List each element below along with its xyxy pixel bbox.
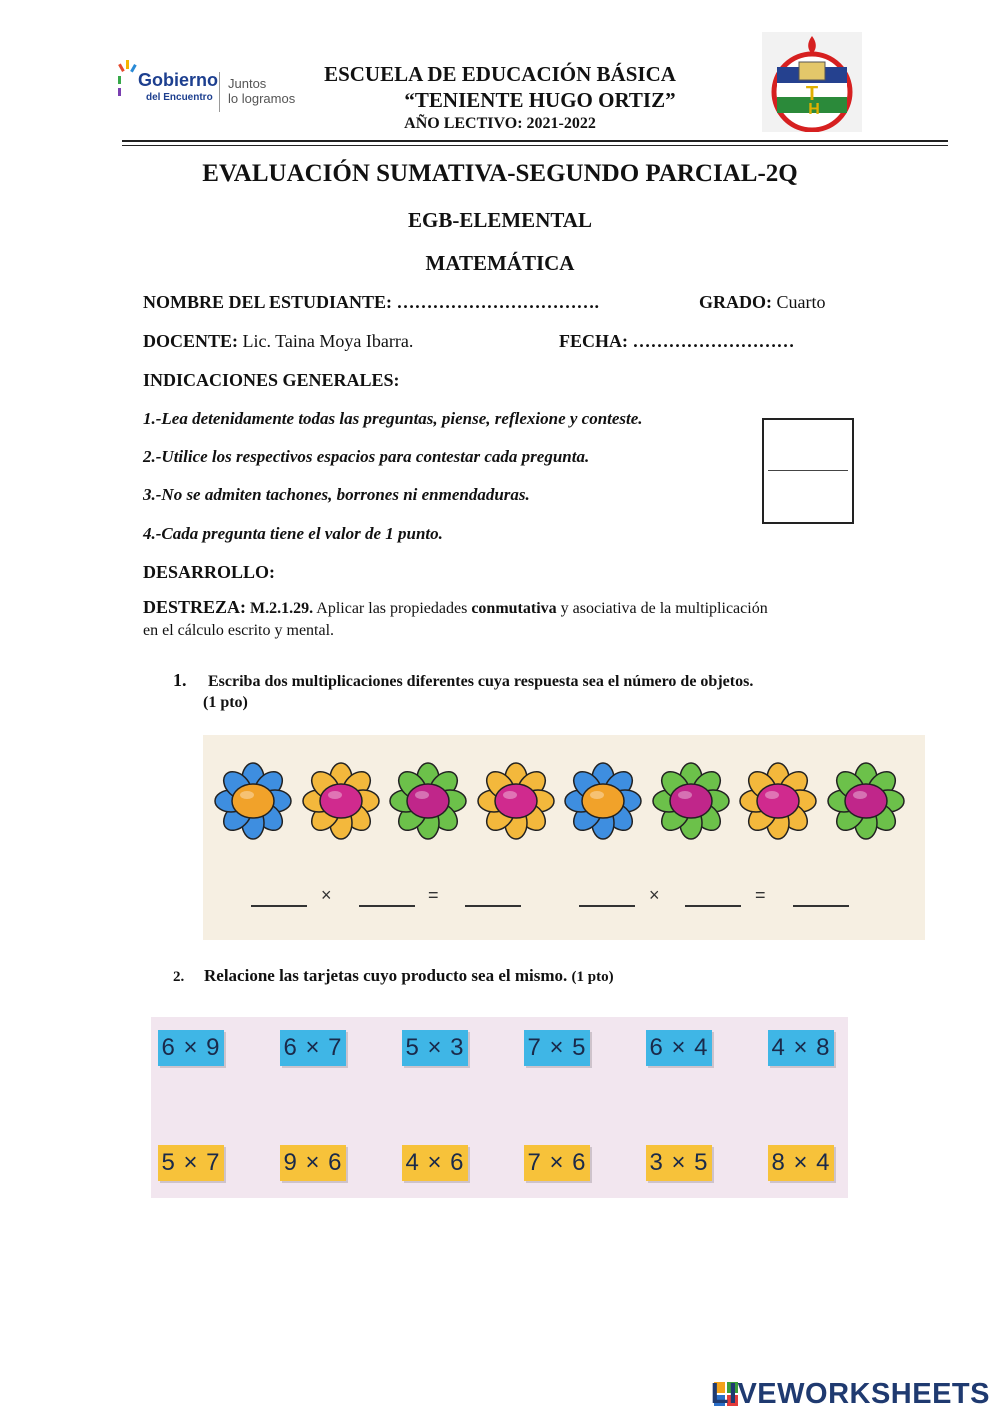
instructions-heading: INDICACIONES GENERALES:: [143, 370, 400, 390]
top-card[interactable]: 5 × 3: [402, 1030, 468, 1066]
gov-brand: Gobierno: [138, 70, 218, 90]
top-card[interactable]: 6 × 9: [158, 1030, 224, 1066]
teacher-label: DOCENTE:: [143, 331, 239, 351]
answer-blank[interactable]: [359, 905, 415, 907]
question-1-number: 1.: [173, 670, 187, 690]
grade-row: [699, 292, 826, 313]
svg-text:T: T: [805, 83, 819, 105]
skill-bold: conmutativa: [471, 600, 557, 617]
header-rule: [122, 140, 948, 142]
skill-statement: [143, 596, 873, 642]
bottom-card[interactable]: 3 × 5: [646, 1145, 712, 1181]
student-name-row: [143, 292, 599, 313]
header-rule-thin: [122, 145, 948, 146]
bottom-card[interactable]: 4 × 6: [402, 1145, 468, 1181]
skill-code: M.2.1.29.: [250, 600, 314, 617]
answer-blank[interactable]: [251, 905, 307, 907]
bottom-card[interactable]: 9 × 6: [280, 1145, 346, 1181]
bottom-card[interactable]: 8 × 4: [768, 1145, 834, 1181]
gov-brand-sub: del Encuentro: [146, 92, 213, 103]
question-2-text: Relacione las tarjetas cuyo producto sea el mismo.: [204, 966, 568, 985]
flower-icon: [826, 761, 906, 841]
flower-icon: [651, 761, 731, 841]
flower-icon: [476, 761, 556, 841]
instruction-item: 1.-Lea detenidamente todas las preguntas, piense, reflexione y conteste.: [143, 409, 643, 428]
equals-sign: =: [428, 885, 439, 905]
question-1-points: (1 pto): [203, 694, 248, 711]
svg-text:H: H: [808, 101, 820, 118]
gov-slogan-2: lo logramos: [228, 91, 296, 106]
flower-icon: [301, 761, 381, 841]
gov-slogan-1: Juntos: [228, 76, 267, 91]
bottom-card[interactable]: 7 × 6: [524, 1145, 590, 1181]
cards-panel: [151, 1017, 848, 1198]
school-year: AÑO LECTIVO: 2021-2022: [404, 115, 596, 132]
times-sign: ×: [649, 885, 660, 905]
student-name-input[interactable]: …………………………….: [396, 292, 600, 312]
answer-blank[interactable]: [465, 905, 521, 907]
flower-icon: [388, 761, 468, 841]
skill-text-2: y asociativa de la multiplicación: [560, 600, 768, 617]
answer-blank[interactable]: [579, 905, 635, 907]
date-label: FECHA:: [559, 331, 628, 351]
flowers-panel: [203, 735, 925, 940]
school-crest: [762, 32, 862, 132]
equals-sign: =: [755, 885, 766, 905]
question-2-points: (1 pto): [571, 969, 614, 985]
score-box[interactable]: [762, 418, 854, 524]
government-logo: [118, 58, 308, 118]
school-name-line: ESCUELA DE EDUCACIÓN BÁSICA: [324, 62, 676, 86]
top-card[interactable]: 6 × 4: [646, 1030, 712, 1066]
instruction-item: 3.-No se admiten tachones, borrones ni enmendaduras.: [143, 485, 530, 504]
top-card[interactable]: 6 × 7: [280, 1030, 346, 1066]
teacher-value: Lic. Taina Moya Ibarra.: [242, 331, 414, 351]
top-card[interactable]: 7 × 5: [524, 1030, 590, 1066]
question-2-number: 2.: [173, 969, 185, 985]
school-crest-icon: [762, 32, 862, 132]
exam-level: EGB-ELEMENTAL: [408, 208, 592, 232]
skill-text-3: en el cálculo escrito y mental.: [143, 622, 335, 639]
liveworksheets-brand[interactable]: LIVEWORKSHEETS: [710, 1378, 990, 1410]
bottom-card[interactable]: 5 × 7: [158, 1145, 224, 1181]
answer-blank[interactable]: [793, 905, 849, 907]
skill-label: DESTREZA:: [143, 597, 247, 617]
government-emblem-icon: [118, 60, 138, 100]
teacher-row: [143, 331, 413, 352]
grade-value: Cuarto: [776, 292, 826, 312]
answer-blank[interactable]: [685, 905, 741, 907]
grade-label: GRADO:: [699, 292, 772, 312]
gov-divider: [219, 72, 220, 112]
date-input[interactable]: ………………………: [632, 331, 795, 351]
score-divider: [768, 470, 848, 471]
question-1-text: Escriba dos multiplicaciones diferentes cuya respuesta sea el número de objetos.: [208, 673, 754, 690]
instruction-item: 2.-Utilice los respectivos espacios para contestar cada pregunta.: [143, 447, 590, 466]
development-heading: DESARROLLO:: [143, 562, 276, 582]
top-card[interactable]: 4 × 8: [768, 1030, 834, 1066]
flower-icon: [563, 761, 643, 841]
school-name: “TENIENTE HUGO ORTIZ”: [404, 88, 676, 112]
date-row: [559, 331, 795, 352]
exam-title: EVALUACIÓN SUMATIVA-SEGUNDO PARCIAL-2Q: [202, 160, 798, 187]
instruction-item: 4.-Cada pregunta tiene el valor de 1 punto.: [143, 524, 443, 543]
question-2-row: [204, 966, 614, 986]
student-name-label: NOMBRE DEL ESTUDIANTE:: [143, 292, 393, 312]
flower-icon: [213, 761, 293, 841]
times-sign: ×: [321, 885, 332, 905]
skill-text: Aplicar las propiedades: [316, 600, 468, 617]
exam-subject: MATEMÁTICA: [425, 251, 575, 275]
flower-icon: [738, 761, 818, 841]
